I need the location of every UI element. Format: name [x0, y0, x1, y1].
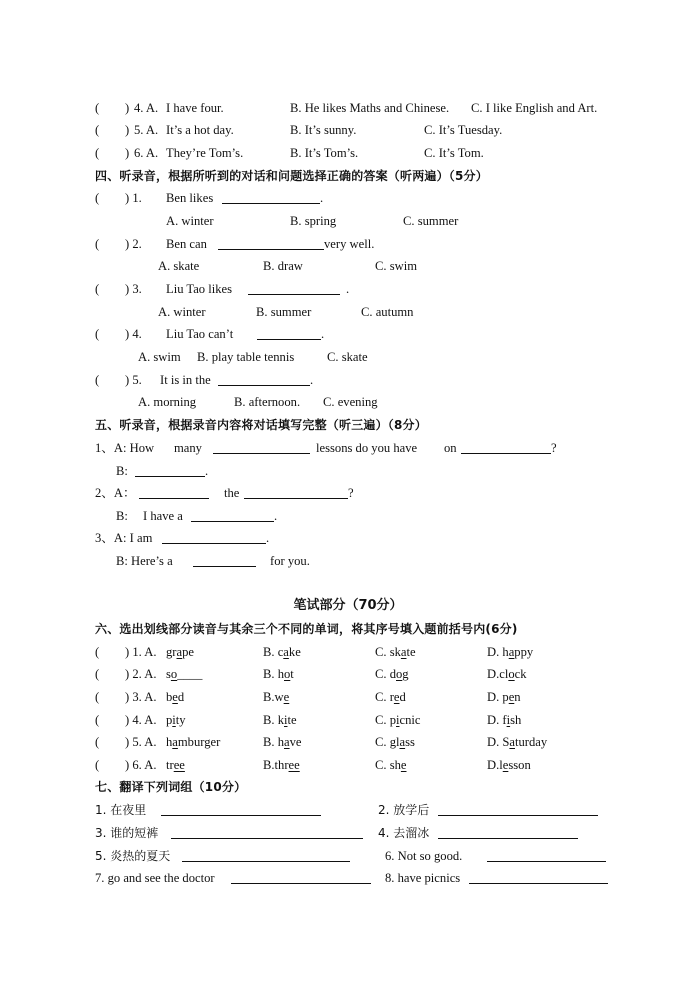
answer-paren-open: ( — [95, 191, 100, 205]
q3-item-6 — [0, 143, 696, 163]
option-b-ul: o — [284, 667, 291, 681]
option-d — [487, 664, 527, 684]
option-b-pre: B. h — [263, 667, 284, 681]
answer-blank[interactable] — [182, 846, 350, 866]
s4-item-2-options — [0, 256, 696, 276]
s7-row-3 — [0, 846, 696, 866]
option-a: 5. A. — [134, 123, 159, 137]
answer-paren-close: ) — [125, 101, 130, 115]
phrase-3: 3. 谁的短裤 — [95, 826, 159, 840]
s6-row — [0, 732, 696, 752]
item-number: ) 4. A. — [125, 713, 157, 727]
section-7-heading — [0, 777, 696, 797]
dialog-text: on — [444, 441, 457, 455]
blank[interactable] — [191, 506, 274, 526]
s4-item-4 — [0, 324, 696, 344]
s4-item-3 — [0, 279, 696, 299]
option-b-post: ve — [289, 735, 302, 749]
s4-item-5 — [0, 370, 696, 390]
section-6-heading — [0, 619, 696, 639]
s5-line-2 — [0, 461, 696, 481]
option-d-pre: D.l — [487, 758, 503, 772]
option-b: B. spring — [290, 214, 337, 228]
item-number: ) 5. A. — [125, 735, 157, 749]
answer-blank[interactable] — [469, 868, 608, 888]
item-number: ) 3. — [125, 282, 142, 296]
item-text: Liu Tao can’t — [166, 327, 234, 341]
blank[interactable] — [461, 438, 551, 458]
option-c — [375, 687, 406, 707]
option-a-post: ____ — [177, 667, 203, 681]
option-a-pre: b — [166, 690, 173, 704]
option-a — [166, 732, 220, 752]
answer-paren-open: ( — [95, 101, 100, 115]
dialog-text: 1、A: How — [95, 441, 155, 455]
option-a-ul: i — [172, 713, 176, 727]
option-c-ul: a — [399, 735, 406, 749]
option-c: C. I like English and Art. — [471, 101, 598, 115]
option-c — [375, 732, 415, 752]
s6-row — [0, 687, 696, 707]
option-c-ul: e — [393, 690, 400, 704]
option-b: B. It’s sunny. — [290, 123, 357, 137]
option-b: B. play table tennis — [197, 350, 295, 364]
option-d — [487, 710, 521, 730]
dialog-text: 3、A: I am — [95, 531, 153, 545]
answer-paren-open: ( — [95, 690, 100, 704]
option-d — [487, 687, 521, 707]
option-c-ul: i — [396, 713, 400, 727]
dialog-text: ? — [551, 441, 557, 455]
item-number: ) 6. A. — [125, 758, 157, 772]
answer-blank[interactable] — [487, 846, 606, 866]
option-c — [375, 710, 420, 730]
q3-item-5 — [0, 120, 696, 140]
option-d-post: ck — [514, 667, 527, 681]
option-c — [375, 755, 407, 775]
option-a-post: ty — [175, 713, 186, 727]
option-d-ul: e — [508, 690, 515, 704]
option-a — [166, 710, 186, 730]
section-4-heading-text: 四、听录音，根据所听到的对话和问题选择正确的答案（听两遍）（5分） — [95, 169, 488, 183]
option-d-ul: i — [506, 713, 511, 727]
option-b-ul: ee — [288, 758, 300, 772]
option-c-post: cnic — [399, 713, 421, 727]
blank[interactable] — [139, 483, 209, 503]
answer-blank[interactable] — [161, 800, 321, 820]
option-c-pre: C. sh — [375, 758, 401, 772]
dialog-text: B: — [116, 509, 128, 523]
option-d-pre: D. S — [487, 735, 510, 749]
option-c: C. It’s Tuesday. — [424, 123, 503, 137]
answer-paren-close: ) — [125, 146, 130, 160]
option-b-pre: B.w — [263, 690, 284, 704]
answer-paren-open: ( — [95, 373, 100, 387]
item-end: . — [321, 327, 325, 341]
option-a-ul: e — [172, 690, 178, 704]
answer-paren-open: ( — [95, 237, 100, 251]
s6-row — [0, 664, 696, 684]
section-6-heading-text: 六、选出划线部分读音与其余三个不同的单词，将其序号填入题前括号内(6分) — [95, 622, 518, 636]
blank[interactable] — [162, 528, 266, 548]
answer-paren-open: ( — [95, 667, 100, 681]
option-a: A. skate — [158, 259, 200, 273]
option-c-post: d — [399, 690, 406, 704]
answer-paren-open: ( — [95, 645, 100, 659]
option-b-ul: a — [284, 735, 290, 749]
item-end: . — [320, 191, 324, 205]
dialog-text: lessons do you have — [316, 441, 418, 455]
s5-line-5 — [0, 528, 696, 548]
option-c-ul: o — [396, 667, 403, 681]
section-5-heading — [0, 415, 696, 435]
option-b-pre: B. c — [263, 645, 284, 659]
s5-line-4 — [0, 506, 696, 526]
phrase-4: 4. 去溜冰 — [378, 826, 430, 840]
option-b — [263, 642, 301, 662]
option-d — [487, 732, 547, 752]
answer-paren-open: ( — [95, 327, 100, 341]
section-5-heading-text: 五、听录音，根据录音内容将对话填写完整（听三遍）（8分） — [95, 418, 427, 432]
answer-paren-close: ) — [125, 123, 130, 137]
item-number: ) 2. A. — [125, 667, 157, 681]
option-d-post: sh — [510, 713, 522, 727]
option-d-post: n — [514, 690, 521, 704]
answer-paren-open: ( — [95, 758, 100, 772]
option-b-pre: B. k — [263, 713, 284, 727]
option-a: A. winter — [166, 214, 214, 228]
option-a-pre: s — [166, 667, 171, 681]
item-end: very well. — [324, 237, 375, 251]
answer-paren-open: ( — [95, 123, 100, 137]
option-a-text: I have four. — [166, 101, 224, 115]
option-a: A. morning — [138, 395, 197, 409]
answer-blank[interactable] — [231, 868, 371, 888]
option-b-ul: i — [284, 713, 288, 727]
item-text: Ben can — [166, 237, 207, 251]
option-b — [263, 755, 300, 775]
item-end: . — [310, 373, 314, 387]
option-c-post: te — [406, 645, 416, 659]
option-d-pre: D. f — [487, 713, 507, 727]
phrase-2: 2. 放学后 — [378, 803, 430, 817]
dialog-text: . — [266, 531, 270, 545]
answer-blank[interactable] — [438, 800, 598, 820]
option-a-text: They’re Tom’s. — [166, 146, 244, 160]
s4-item-5-options — [0, 392, 696, 412]
option-b-pre: B. h — [263, 735, 284, 749]
blank[interactable] — [218, 234, 324, 254]
option-c: C. skate — [327, 350, 368, 364]
option-b — [263, 732, 301, 752]
option-c: C. It’s Tom. — [424, 146, 484, 160]
option-c-pre: C. r — [375, 690, 394, 704]
option-a — [166, 687, 184, 707]
option-a-ul: o — [170, 667, 178, 681]
blank[interactable] — [248, 279, 340, 299]
option-b-post: t — [290, 667, 294, 681]
option-a-pre: gr — [166, 645, 177, 659]
phrase-5: 5. 炎热的夏天 — [95, 849, 171, 863]
s7-row-4 — [0, 868, 696, 888]
option-a-ul: a — [176, 645, 183, 659]
option-b — [263, 710, 297, 730]
blank[interactable] — [213, 438, 310, 458]
option-b-pre: B.thr — [263, 758, 289, 772]
s4-item-1-options — [0, 211, 696, 231]
option-d-post: ppy — [514, 645, 534, 659]
option-c-ul: e — [400, 758, 407, 772]
answer-paren-open: ( — [95, 735, 100, 749]
option-d-post: turday — [515, 735, 548, 749]
answer-blank[interactable] — [438, 823, 578, 843]
item-text: It is in the — [160, 373, 211, 387]
option-a-pre: h — [166, 735, 173, 749]
section-4-heading — [0, 166, 696, 186]
s4-item-1 — [0, 188, 696, 208]
answer-blank[interactable] — [171, 823, 363, 843]
dialog-text: many — [174, 441, 202, 455]
option-b: B. draw — [263, 259, 303, 273]
blank[interactable] — [244, 483, 348, 503]
option-b — [263, 664, 294, 684]
option-d-pre: D. p — [487, 690, 509, 704]
option-a-text: It’s a hot day. — [166, 123, 234, 137]
option-d — [487, 642, 533, 662]
option-a: A. winter — [158, 305, 206, 319]
option-c — [375, 664, 409, 684]
dialog-text: . — [205, 464, 209, 478]
s5-line-1 — [0, 438, 696, 458]
option-c: C. autumn — [361, 305, 414, 319]
option-c-pre: C. sk — [375, 645, 401, 659]
answer-paren-open: ( — [95, 282, 100, 296]
option-b — [263, 687, 289, 707]
s7-row-2 — [0, 823, 696, 843]
option-d-ul: o — [508, 667, 515, 681]
dialog-text: B: — [116, 464, 128, 478]
option-d-pre: D.cl — [487, 667, 509, 681]
option-c: C. summer — [403, 214, 459, 228]
option-a-post: mburger — [177, 735, 221, 749]
option-c: C. swim — [375, 259, 417, 273]
q3-item-4 — [0, 98, 696, 118]
option-d-ul: a — [509, 735, 515, 749]
option-a-ul: ee — [173, 758, 185, 772]
option-c-pre: C. d — [375, 667, 396, 681]
option-a-post: d — [177, 690, 185, 704]
s6-row — [0, 642, 696, 662]
option-b-post: te — [287, 713, 297, 727]
blank[interactable] — [222, 188, 320, 208]
s4-item-4-options — [0, 347, 696, 367]
item-text: Liu Tao likes — [166, 282, 233, 296]
option-b: B. summer — [256, 305, 312, 319]
phrase-1: 1. 在夜里 — [95, 803, 147, 817]
s4-item-3-options — [0, 302, 696, 322]
option-c — [375, 642, 416, 662]
item-end: . — [346, 282, 350, 296]
blank[interactable] — [257, 324, 321, 344]
option-a — [166, 642, 194, 662]
option-a-pre: p — [166, 713, 173, 727]
option-c-pre: C. p — [375, 713, 396, 727]
option-b-ul: e — [283, 690, 290, 704]
item-number: ) 2. — [125, 237, 142, 251]
dialog-text: B: Here’s a — [116, 554, 173, 568]
s6-row — [0, 755, 696, 775]
option-b-post: ke — [288, 645, 301, 659]
s5-line-3 — [0, 483, 696, 503]
dialog-text: . — [274, 509, 278, 523]
s4-item-2 — [0, 234, 696, 254]
blank[interactable] — [193, 551, 256, 571]
option-d-ul: e — [502, 758, 509, 772]
answer-paren-open: ( — [95, 146, 100, 160]
item-number: ) 4. — [125, 327, 142, 341]
option-a-ul: a — [172, 735, 178, 749]
phrase-7: 7. go and see the doctor — [95, 871, 215, 885]
option-c-post: ss — [405, 735, 415, 749]
option-c-ul: a — [400, 645, 407, 659]
option-b-ul: a — [283, 645, 289, 659]
dialog-text: the — [224, 486, 240, 500]
written-part-title: 笔试部分（70分） — [293, 598, 403, 613]
dialog-text: 2、A： — [95, 486, 136, 500]
option-a-pre: tr — [166, 758, 174, 772]
item-number: ) 1. — [125, 191, 142, 205]
answer-paren-open: ( — [95, 713, 100, 727]
item-text: Ben likes — [166, 191, 214, 205]
option-a: A. swim — [138, 350, 181, 364]
option-b: B. He likes Maths and Chinese. — [290, 101, 450, 115]
option-d-post: sson — [508, 758, 531, 772]
option-a — [166, 755, 185, 775]
s5-line-6 — [0, 551, 696, 571]
option-a: 4. A. — [134, 101, 159, 115]
blank[interactable] — [218, 370, 310, 390]
option-c-pre: C. gl — [375, 735, 400, 749]
s6-row — [0, 710, 696, 730]
option-b: B. It’s Tom’s. — [290, 146, 359, 160]
item-number: ) 1. A. — [125, 645, 157, 659]
option-d-ul: a — [508, 645, 515, 659]
option-c: C. evening — [323, 395, 378, 409]
option-d — [487, 755, 531, 775]
item-number: ) 5. — [125, 373, 142, 387]
option-d-pre: D. h — [487, 645, 509, 659]
blank[interactable] — [135, 461, 205, 481]
option-c-post: g — [402, 667, 409, 681]
option-a-post: pe — [182, 645, 194, 659]
dialog-text: ? — [348, 486, 354, 500]
phrase-6: 6. Not so good. — [385, 849, 463, 863]
phrase-8: 8. have picnics — [385, 871, 461, 885]
option-a — [166, 664, 202, 684]
dialog-text: for you. — [270, 554, 310, 568]
section-7-heading-text: 七、翻译下列词组（10分） — [95, 780, 247, 794]
s7-row-1 — [0, 800, 696, 820]
option-a: 6. A. — [134, 146, 159, 160]
item-number: ) 3. A. — [125, 690, 157, 704]
dialog-text: I have a — [143, 509, 183, 523]
option-b: B. afternoon. — [234, 395, 301, 409]
